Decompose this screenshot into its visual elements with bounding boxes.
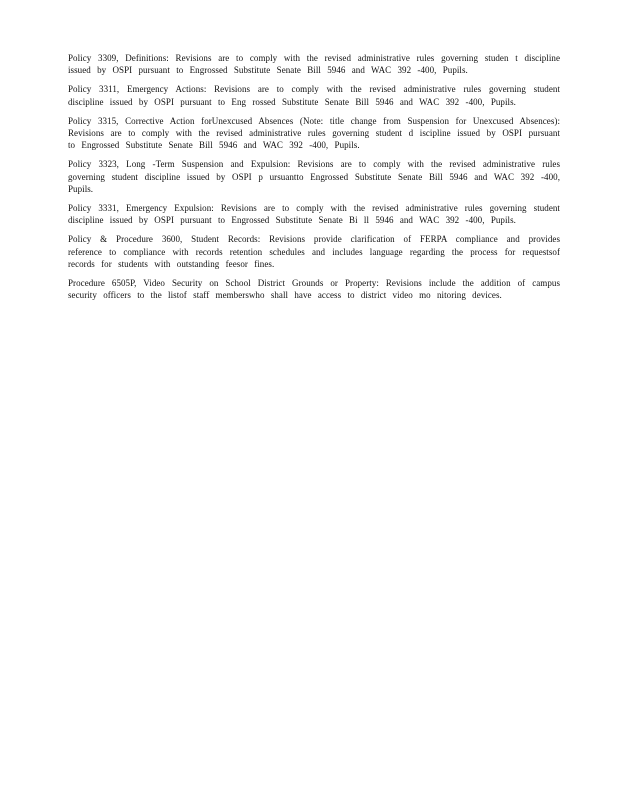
list-item (50, 202, 560, 226)
list-item-text: Procedure 6505P, Video Security on School District Grounds or Property: Revisions include the addition of campus security officers to the listof staff memberswho shall have access to district video mo nitoring devices. (68, 278, 560, 301)
list-item-text: Policy 3315, Corrective Action forUnexcused Absences (Note: title change from Suspension for Unexcused Absences): Revisions are to comply with the revised administrative rules governing student d iscipline issued by OSPI pursuant to Engrossed Substitute Senate Bill 5946 and WAC 392 -400, Pupils. (68, 115, 560, 151)
list-item-text: Policy 3309, Definitions: Revisions are to comply with the revised administrative rules governing studen t discipline issued by OSPI pursuant to Engrossed Substitute Senate Bill 5946 and WAC 392 -400, Pupils. (68, 53, 560, 76)
list-item-text: Policy 3311, Emergency Actions: Revisions are to comply with the revised administrative rules governing student discipline issued by OSPI pursuant to Eng rossed Substitute Senate Bill 5946 and WAC 392 -400, Pupils. (68, 84, 560, 107)
list-item-text: Policy 3323, Long -Term Suspension and Expulsion: Revisions are to comply with the revised administrative rules governing student discipline issued by OSPI p ursuantto Engrossed Substitute Senate Bill 5946 and WAC 392 -400, Pupils. (68, 159, 560, 194)
list-item (50, 83, 560, 107)
list-item (50, 52, 560, 76)
list-item (50, 158, 560, 195)
list-item-text: Policy & Procedure 3600, Student Records: Revisions provide clarification of FERPA compliance and provides reference to compliance with records retention schedules and includes language regarding the process for requestsof records for students with outstanding feesor fines. (68, 234, 560, 269)
policy-revisions-list (50, 52, 560, 308)
list-item (50, 233, 560, 270)
list-item-text: Policy 3331, Emergency Expulsion: Revisions are to comply with the revised administrative rules governing student discipline issued by OSPI pursuant to Engrossed Substitute Senate Bi ll 5946 and WAC 392 -400, Pupils. (68, 203, 560, 226)
list-item (50, 277, 560, 301)
list-item (50, 115, 560, 152)
